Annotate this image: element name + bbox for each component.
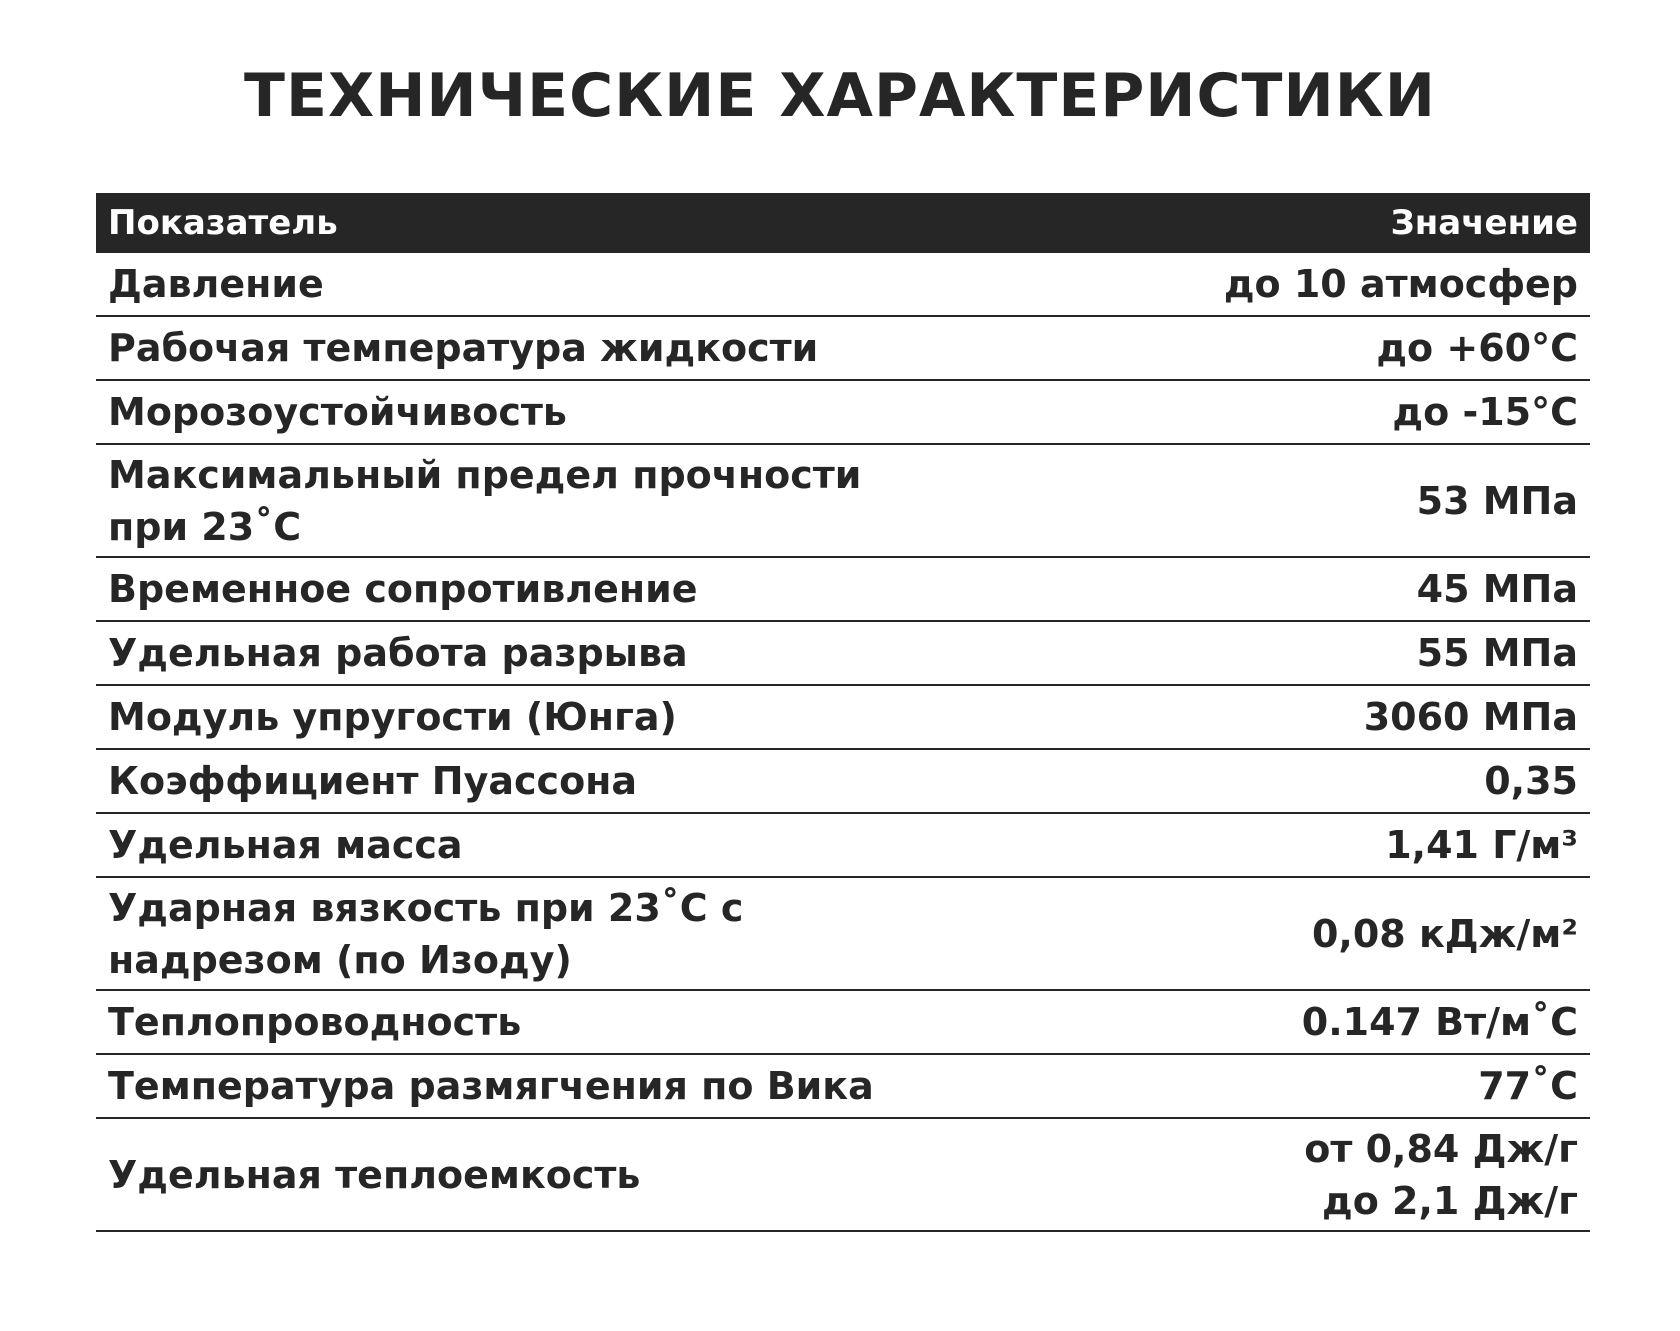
row-label: Морозоустойчивость xyxy=(108,390,567,434)
table-row xyxy=(96,445,1590,558)
row-value: 0.147 Вт/м˚С xyxy=(1301,1000,1578,1044)
row-label: Удельная работа разрыва xyxy=(108,631,688,675)
table-header-row xyxy=(96,193,1590,253)
row-label: Температура размягчения по Вика xyxy=(108,1064,874,1108)
row-label: Временное сопротивление xyxy=(108,567,698,611)
header-label-column: Показатель xyxy=(108,203,338,243)
row-value: от 0,84 Дж/г до 2,1 Дж/г xyxy=(1304,1126,1578,1223)
row-value: 53 МПа xyxy=(1416,478,1578,523)
row-value: до +60°С xyxy=(1376,326,1578,370)
header-value-column: Значение xyxy=(1390,203,1578,243)
row-label: Рабочая температура жидкости xyxy=(108,326,819,370)
specs-table xyxy=(96,193,1590,1232)
table-row xyxy=(96,814,1590,878)
row-value: 45 МПа xyxy=(1416,567,1578,611)
table-row xyxy=(96,381,1590,445)
row-label: Ударная вязкость при 23˚С с надрезом (по Изоду) xyxy=(108,885,744,982)
row-label: Удельная масса xyxy=(108,823,463,867)
row-value: 0,08 кДж/м² xyxy=(1311,911,1578,956)
row-value: 55 МПа xyxy=(1416,631,1578,675)
table-row xyxy=(96,1119,1590,1232)
table-row xyxy=(96,1055,1590,1119)
table-row xyxy=(96,622,1590,686)
table-row xyxy=(96,750,1590,814)
row-label: Модуль упругости (Юнга) xyxy=(108,695,677,739)
table-row xyxy=(96,991,1590,1055)
table-row xyxy=(96,878,1590,991)
row-label: Максимальный предел прочности при 23˚С xyxy=(108,452,862,549)
table-row xyxy=(96,558,1590,622)
table-row xyxy=(96,253,1590,317)
row-value: 3060 МПа xyxy=(1363,695,1578,739)
row-label: Давление xyxy=(108,262,324,306)
row-label: Удельная теплоемкость xyxy=(108,1152,641,1197)
page-title: ТЕХНИЧЕСКИЕ ХАРАКТЕРИСТИКИ xyxy=(244,61,1436,131)
table-row xyxy=(96,686,1590,750)
row-value: до -15°С xyxy=(1392,390,1578,434)
row-label: Теплопроводность xyxy=(108,1000,522,1044)
row-value: 1,41 Г/м³ xyxy=(1385,823,1578,867)
row-value: 0,35 xyxy=(1484,759,1578,803)
table-row xyxy=(96,317,1590,381)
row-value: до 10 атмосфер xyxy=(1223,262,1578,306)
row-value: 77˚С xyxy=(1478,1064,1578,1108)
row-label: Коэффициент Пуассона xyxy=(108,759,638,803)
